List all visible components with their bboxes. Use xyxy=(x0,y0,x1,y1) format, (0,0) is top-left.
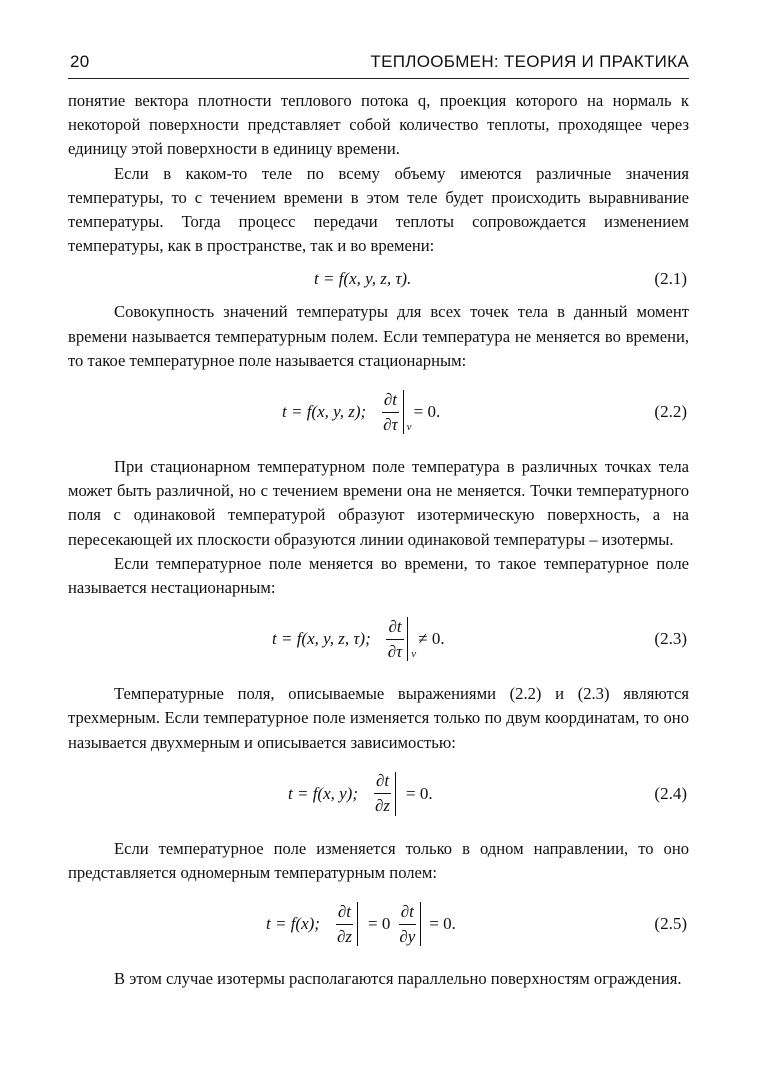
equation-lhs: t = f(x, y, z); xyxy=(282,402,367,422)
equation-lhs: t = f(x, y); xyxy=(288,783,358,803)
equation-middle: = 0 xyxy=(367,914,391,934)
evaluation-bar: v xyxy=(407,617,408,661)
derivative-z: $\frac{\partial t}{\partial z}$ xyxy=(336,901,352,946)
equation-number: (2.5) xyxy=(654,914,687,934)
evaluation-bar xyxy=(357,902,358,946)
derivative: $\frac{\partial t}{\partial\tau}$ xyxy=(383,389,398,434)
page-number: 20 xyxy=(70,52,90,71)
equation-number: (2.1) xyxy=(654,269,687,289)
equation-number: (2.3) xyxy=(654,629,687,649)
evaluation-bar: v xyxy=(403,390,404,434)
equation-2-4 xyxy=(68,765,689,823)
paragraph-1: понятие вектора плотности теплового потока q, проекция которого на нормаль к некоторой поверхности представляет собой количество теплоты, проходящее через единицу этой поверхности в единицу времени. xyxy=(68,91,689,159)
equation-rhs: = 0. xyxy=(413,402,441,422)
equation-2-3 xyxy=(68,610,689,668)
equation-2-1 xyxy=(68,264,689,294)
paragraph-2: Если в каком-то теле по всему объему имеются различные значения температуры, то с течением времени в этом теле будет происходить выравнивание температуры. Тогда процесс передачи теплоты сопровождается изменением температуры, как в пространстве, так и во времени: xyxy=(68,163,689,256)
equation-2-5 xyxy=(68,895,689,953)
equation-2-1-body: t = f(x, y, z, τ). xyxy=(314,269,412,289)
derivative: $\frac{\partial t}{\partial\tau}$ xyxy=(387,616,403,661)
paragraph-4: При стационарном температурном поле температура в различных точках тела может быть различной, но с течением времени она не меняется. Точки температурного поля с одинаковой температурой образуют изотермическую поверхность, а на пересекающей их плоскости образуются линии одинаковой температуры – изотермы. xyxy=(68,457,689,549)
derivative-y: $\frac{\partial t}{\partial y}$ xyxy=(399,901,416,946)
running-title: ТЕПЛООБМЕН: ТЕОРИЯ И ПРАКТИКА xyxy=(370,52,689,71)
paragraph-3: Совокупность значений температуры для всех точек тела в данный момент времени называется температурным полем. Если температура не меняется во времени, то такое температурное поле называется стационарным: xyxy=(68,302,689,370)
equation-lhs: t = f(x); xyxy=(266,914,320,934)
page-header xyxy=(68,48,689,79)
evaluation-bar xyxy=(420,902,421,946)
equation-number: (2.4) xyxy=(654,783,687,803)
equation-lhs: t = f(x, y, z, τ); xyxy=(272,629,371,649)
evaluation-bar xyxy=(395,772,396,816)
equation-rhs: ≠ 0. xyxy=(418,629,445,649)
equation-rhs: = 0. xyxy=(429,914,456,934)
paragraph-8: В этом случае изотермы располагаются параллельно поверхностям ограждения. xyxy=(114,969,682,989)
paragraph-5: Если температурное поле меняется во времени, то такое температурное поле называется нестационарным: xyxy=(68,553,689,598)
equation-number: (2.2) xyxy=(654,402,687,422)
page-body xyxy=(68,89,689,991)
paragraph-6: Температурные поля, описываемые выражениями (2.2) и (2.3) являются трехмерным. Если температурное поле изменяется только по двум координатам, то оно называется двухмерным и описывается зависимостью: xyxy=(68,684,689,752)
derivative: $\frac{\partial t}{\partial z}$ xyxy=(375,771,391,816)
equation-2-2 xyxy=(68,383,689,441)
paragraph-7: Если температурное поле изменяется только в одном направлении, то оно представляется одномерным температурным полем: xyxy=(68,838,689,883)
equation-rhs: = 0. xyxy=(406,783,433,803)
